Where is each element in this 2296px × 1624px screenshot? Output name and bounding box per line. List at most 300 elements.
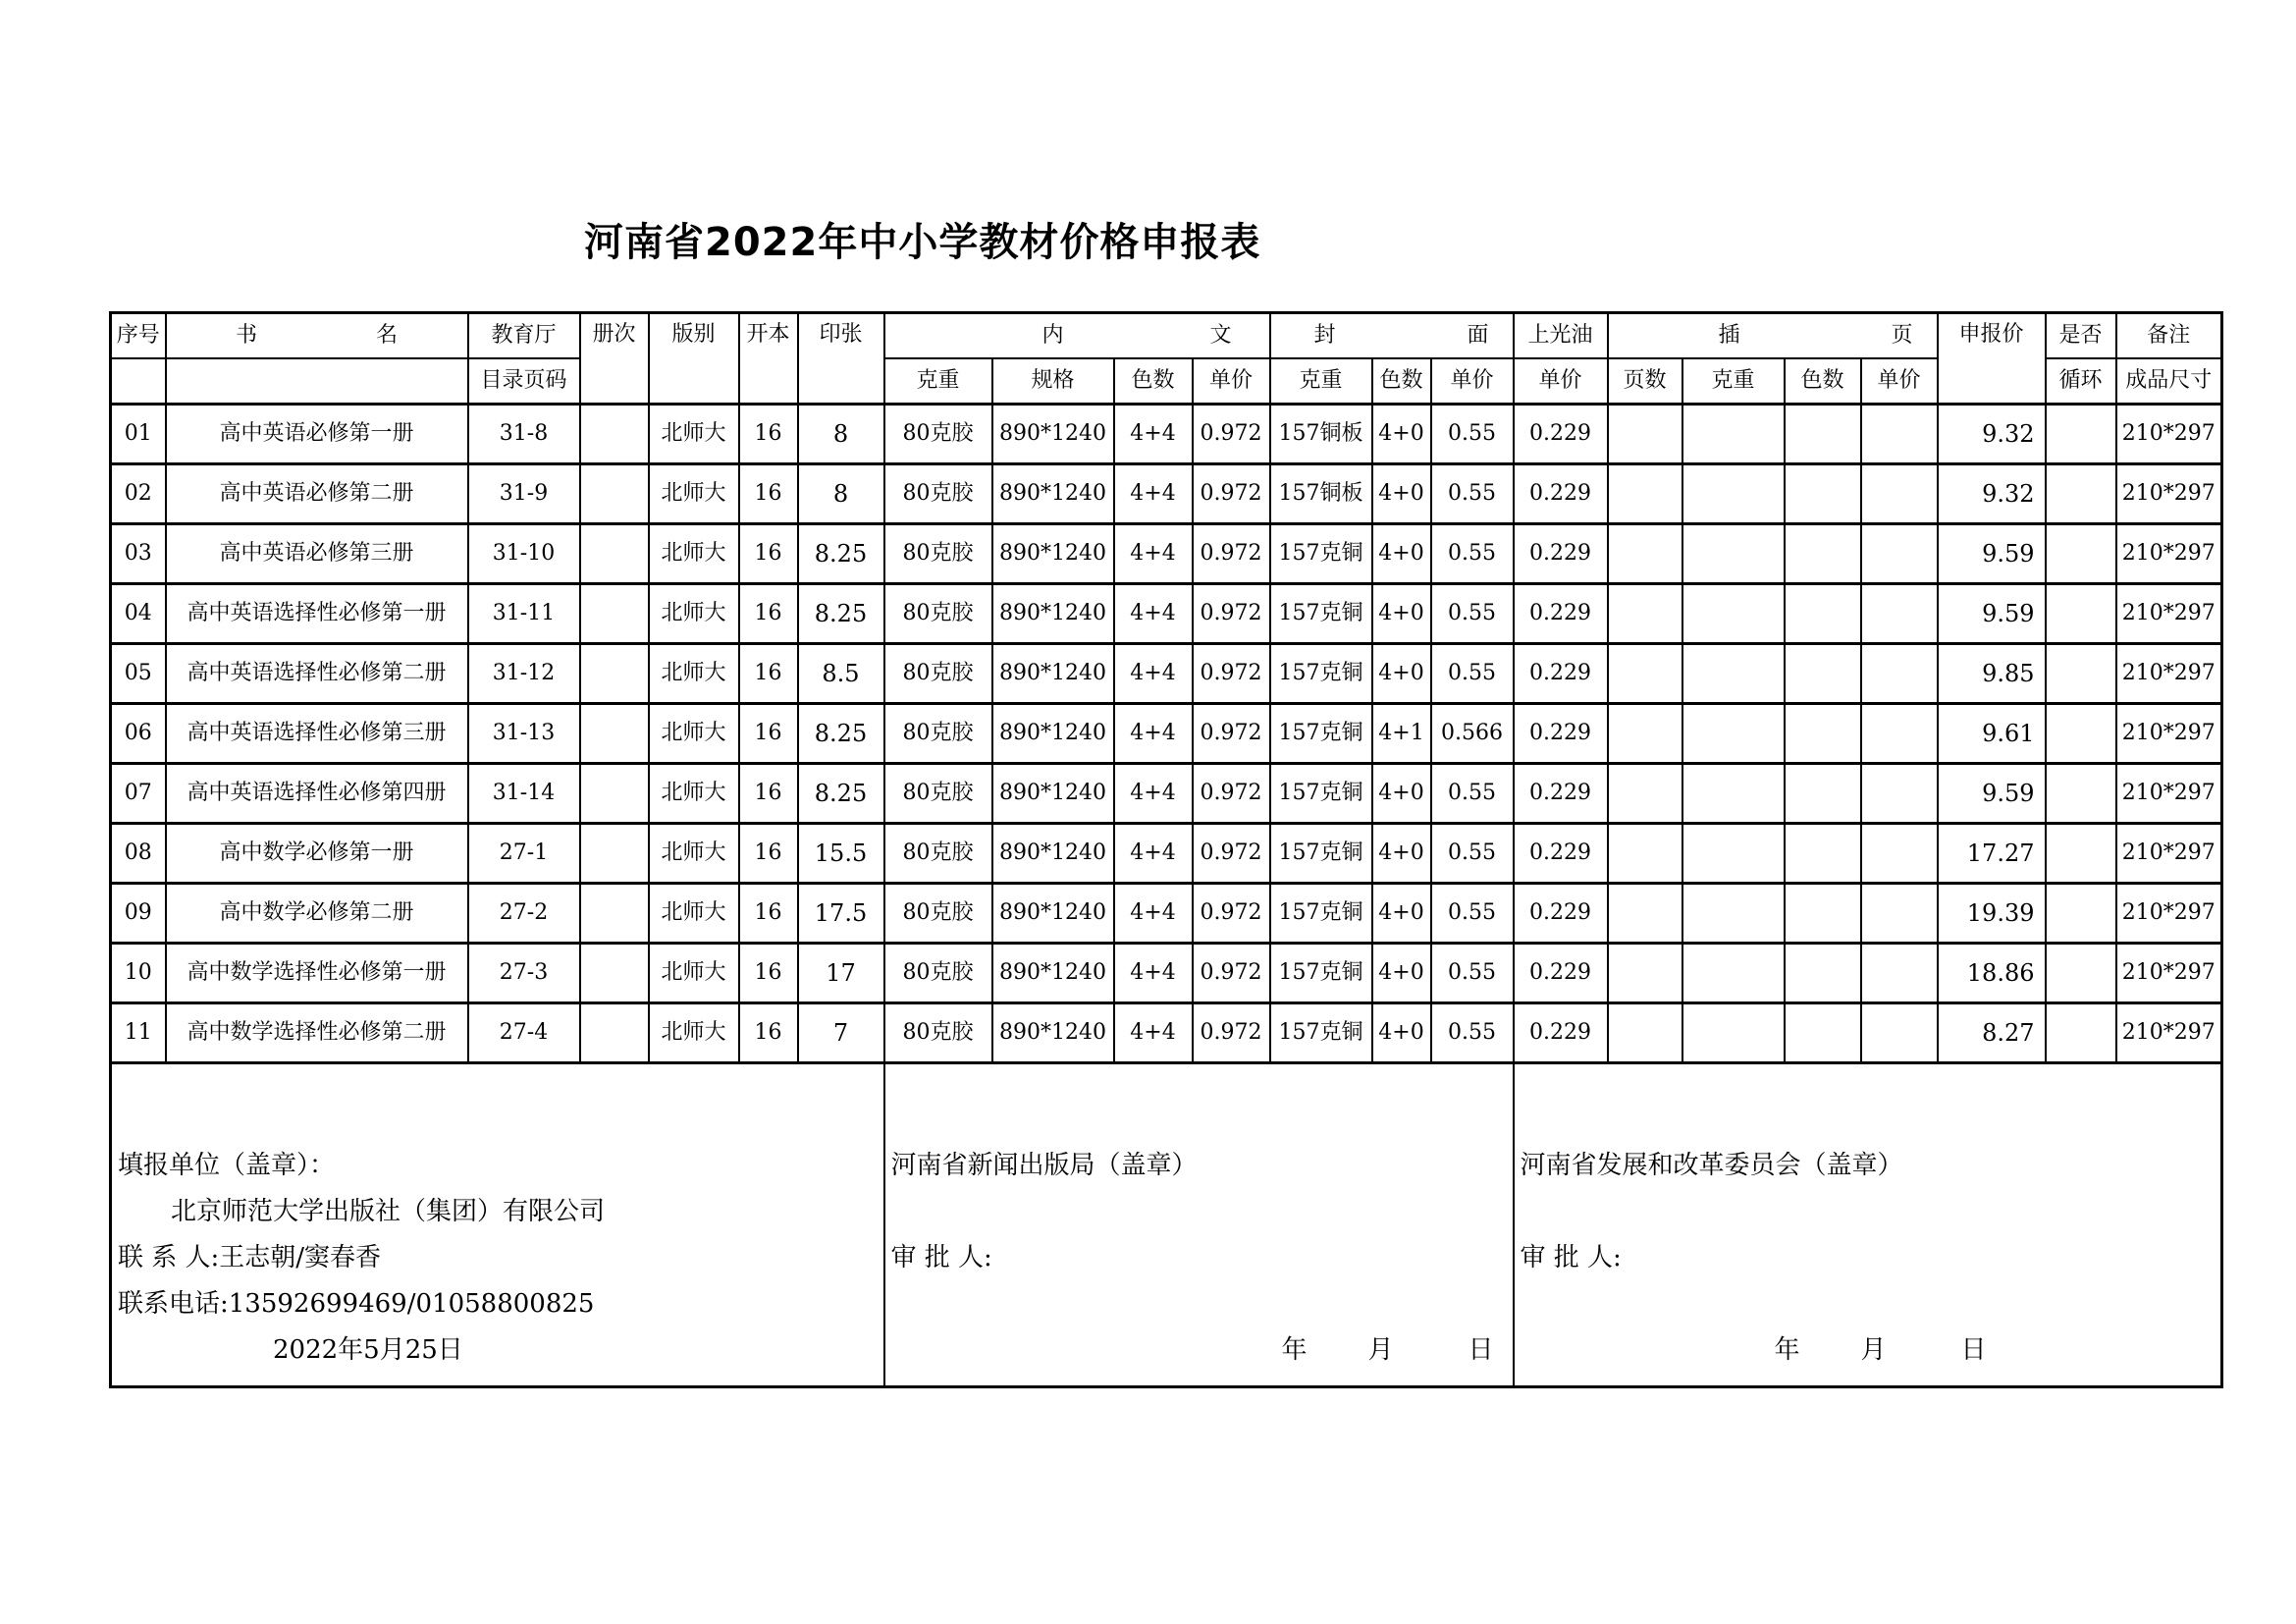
cell-recycle [2046,524,2116,584]
table-row [111,764,2222,824]
cell-varnish-price: 0.229 [1514,405,1608,464]
cell-cover-weight: 157克铜 [1270,944,1372,1003]
footer-row [111,1063,2222,1387]
cell-edition-count [580,1003,649,1063]
cell-size: 210*297 [2116,764,2222,824]
cell-book-name: 高中数学选择性必修第二册 [166,1003,468,1063]
cell-insert-weight [1682,584,1785,644]
cell-declared-price: 8.27 [1938,1003,2046,1063]
header-content-spec: 规格 [992,358,1114,405]
cell-cover-price: 0.55 [1431,644,1514,704]
press-date-year: 年 [1281,1335,1308,1365]
cell-insert-weight [1682,524,1785,584]
cell-declared-price: 19.39 [1938,884,2046,944]
cell-varnish-price: 0.229 [1514,764,1608,824]
cell-content-colors: 4+4 [1114,584,1193,644]
cell-seq: 02 [111,464,166,524]
cell-content-colors: 4+4 [1114,464,1193,524]
header-cover-group [1270,313,1514,359]
cell-declared-price: 9.59 [1938,584,2046,644]
cell-content-colors: 4+4 [1114,884,1193,944]
header-sheets: 印张 [798,313,884,405]
cell-content-spec: 890*1240 [992,405,1114,464]
header-varnish-top: 上光油 [1514,313,1608,359]
cell-book-name: 高中英语选择性必修第二册 [166,644,468,704]
cell-insert-price [1861,764,1938,824]
cell-size: 210*297 [2116,824,2222,884]
cell-cover-weight: 157克铜 [1270,884,1372,944]
applicant-date: 2022年5月25日 [273,1335,463,1365]
cell-declared-price: 9.59 [1938,524,2046,584]
cell-insert-price [1861,1003,1938,1063]
cell-sheets: 8.5 [798,644,884,704]
table-row [111,944,2222,1003]
table-row [111,704,2222,764]
cell-recycle [2046,704,2116,764]
drc-approver: 审 批 人: [1520,1243,1622,1272]
cell-seq: 09 [111,884,166,944]
cell-insert-weight [1682,824,1785,884]
cell-edition: 北师大 [649,884,739,944]
cell-content-weight: 80克胶 [884,584,992,644]
cell-insert-price [1861,524,1938,584]
cell-book-name: 高中数学选择性必修第一册 [166,944,468,1003]
cell-format: 16 [739,405,798,464]
cell-content-price: 0.972 [1193,584,1270,644]
cell-seq: 08 [111,824,166,884]
cell-catalog: 31-11 [468,584,580,644]
cell-cover-price: 0.55 [1431,584,1514,644]
header-cover-weight: 克重 [1270,358,1372,405]
cell-edition-count [580,464,649,524]
cell-cover-price: 0.55 [1431,884,1514,944]
cell-content-spec: 890*1240 [992,764,1114,824]
cell-cover-price: 0.566 [1431,704,1514,764]
cell-content-colors: 4+4 [1114,944,1193,1003]
cell-content-colors: 4+4 [1114,1003,1193,1063]
cell-edition: 北师大 [649,584,739,644]
cell-cover-weight: 157克铜 [1270,584,1372,644]
footer-applicant [111,1063,884,1387]
cell-varnish-price: 0.229 [1514,584,1608,644]
cell-book-name: 高中数学必修第一册 [166,824,468,884]
cell-insert-colors [1785,884,1861,944]
cell-insert-weight [1682,764,1785,824]
cell-format: 16 [739,884,798,944]
header-catalog-bottom: 目录页码 [468,358,580,405]
cell-content-spec: 890*1240 [992,524,1114,584]
cell-content-spec: 890*1240 [992,704,1114,764]
header-remark-top: 备注 [2116,313,2222,359]
cell-insert-weight [1682,405,1785,464]
cell-recycle [2046,944,2116,1003]
cell-format: 16 [739,764,798,824]
drc-date-day: 日 [1960,1335,1987,1365]
cell-insert-price [1861,405,1938,464]
cell-seq: 10 [111,944,166,1003]
cell-edition: 北师大 [649,464,739,524]
cell-cover-weight: 157克铜 [1270,1003,1372,1063]
press-bureau-label: 河南省新闻出版局（盖章） [890,1151,1198,1180]
cell-sheets: 8.25 [798,584,884,644]
header-book-name-2: 名 [375,323,398,348]
header-content-price: 单价 [1193,358,1270,405]
cell-content-spec: 890*1240 [992,824,1114,884]
cell-seq: 01 [111,405,166,464]
cell-edition-count [580,584,649,644]
table-row [111,1003,2222,1063]
cell-cover-price: 0.55 [1431,944,1514,1003]
cell-insert-colors [1785,944,1861,1003]
cell-book-name: 高中英语选择性必修第四册 [166,764,468,824]
applicant-name: 北京师范大学出版社（集团）有限公司 [171,1197,606,1226]
cell-content-weight: 80克胶 [884,824,992,884]
cell-recycle [2046,644,2116,704]
cell-format: 16 [739,944,798,1003]
cell-insert-price [1861,644,1938,704]
cell-edition: 北师大 [649,824,739,884]
cell-content-colors: 4+4 [1114,764,1193,824]
header-book-name-1: 书 [236,323,258,348]
cell-cover-price: 0.55 [1431,464,1514,524]
cell-declared-price: 17.27 [1938,824,2046,884]
header-catalog-top: 教育厅 [468,313,580,359]
header-insert-colors: 色数 [1785,358,1861,405]
cell-insert-colors [1785,1003,1861,1063]
cell-insert-pages [1608,824,1682,884]
header-insert-price: 单价 [1861,358,1938,405]
cell-declared-price: 9.32 [1938,405,2046,464]
header-format: 开本 [739,313,798,405]
header-recycle-bottom: 循环 [2046,358,2116,405]
cell-content-price: 0.972 [1193,524,1270,584]
cell-format: 16 [739,1003,798,1063]
cell-insert-weight [1682,704,1785,764]
cell-format: 16 [739,584,798,644]
cell-catalog: 27-2 [468,884,580,944]
cell-edition-count [580,824,649,884]
header-cover-colors: 色数 [1372,358,1431,405]
header-row-top [111,313,2222,359]
cell-recycle [2046,884,2116,944]
cell-catalog: 31-8 [468,405,580,464]
cell-sheets: 8 [798,464,884,524]
cell-insert-price [1861,704,1938,764]
cell-insert-price [1861,464,1938,524]
cell-sheets: 8 [798,405,884,464]
cell-content-spec: 890*1240 [992,584,1114,644]
cell-insert-colors [1785,644,1861,704]
cell-content-weight: 80克胶 [884,464,992,524]
cell-book-name: 高中数学必修第二册 [166,884,468,944]
cell-recycle [2046,584,2116,644]
cell-cover-colors: 4+0 [1372,1003,1431,1063]
cell-content-colors: 4+4 [1114,524,1193,584]
header-cover-2: 面 [1467,323,1489,348]
cell-size: 210*297 [2116,944,2222,1003]
cell-edition-count [580,644,649,704]
cell-cover-colors: 4+0 [1372,944,1431,1003]
cell-sheets: 17 [798,944,884,1003]
cell-book-name: 高中英语选择性必修第一册 [166,584,468,644]
cell-cover-colors: 4+0 [1372,644,1431,704]
cell-varnish-price: 0.229 [1514,824,1608,884]
footer-drc [1514,1063,2222,1387]
header-insert-pages: 页数 [1608,358,1682,405]
press-approver: 审 批 人: [890,1243,992,1272]
header-insert-group [1608,313,1938,359]
cell-cover-colors: 4+1 [1372,704,1431,764]
cell-size: 210*297 [2116,1003,2222,1063]
cell-content-price: 0.972 [1193,824,1270,884]
cell-format: 16 [739,824,798,884]
cell-content-weight: 80克胶 [884,884,992,944]
cell-sheets: 8.25 [798,524,884,584]
cell-content-price: 0.972 [1193,1003,1270,1063]
cell-insert-weight [1682,644,1785,704]
table-row [111,644,2222,704]
cell-content-spec: 890*1240 [992,464,1114,524]
cell-insert-pages [1608,884,1682,944]
contact-phone: 联系电话:13592699469/01058800825 [118,1289,595,1319]
cell-insert-colors [1785,464,1861,524]
header-content-2: 文 [1209,323,1232,348]
header-row-bottom [111,358,2222,405]
cell-catalog: 31-13 [468,704,580,764]
cell-insert-price [1861,944,1938,1003]
cell-insert-weight [1682,944,1785,1003]
press-date [1282,1337,1494,1363]
header-book-name-blank [166,358,468,405]
cell-size: 210*297 [2116,884,2222,944]
cell-edition-count [580,764,649,824]
cell-content-spec: 890*1240 [992,884,1114,944]
cell-sheets: 8.25 [798,764,884,824]
cell-edition: 北师大 [649,944,739,1003]
cell-content-price: 0.972 [1193,944,1270,1003]
header-cover-price: 单价 [1431,358,1514,405]
contact-person: 联 系 人:王志朝/窦春香 [118,1243,382,1272]
drc-date-month: 月 [1860,1335,1887,1365]
cell-insert-weight [1682,1003,1785,1063]
cell-content-weight: 80克胶 [884,1003,992,1063]
cell-content-weight: 80克胶 [884,704,992,764]
cell-cover-price: 0.55 [1431,1003,1514,1063]
cell-content-price: 0.972 [1193,764,1270,824]
cell-seq: 11 [111,1003,166,1063]
cell-cover-colors: 4+0 [1372,824,1431,884]
cell-insert-colors [1785,764,1861,824]
cell-insert-price [1861,824,1938,884]
cell-cover-weight: 157铜板 [1270,464,1372,524]
cell-cover-colors: 4+0 [1372,584,1431,644]
cell-edition: 北师大 [649,1003,739,1063]
header-insert-2: 页 [1891,323,1913,348]
cell-cover-price: 0.55 [1431,405,1514,464]
cell-content-spec: 890*1240 [992,944,1114,1003]
cell-recycle [2046,764,2116,824]
table-row [111,524,2222,584]
cell-cover-weight: 157铜板 [1270,405,1372,464]
cell-content-colors: 4+4 [1114,824,1193,884]
cell-content-weight: 80克胶 [884,644,992,704]
table-row [111,464,2222,524]
header-content-weight: 克重 [884,358,992,405]
cell-insert-pages [1608,644,1682,704]
cell-size: 210*297 [2116,524,2222,584]
table-row [111,584,2222,644]
cell-edition: 北师大 [649,524,739,584]
cell-content-weight: 80克胶 [884,405,992,464]
cell-edition: 北师大 [649,704,739,764]
cell-edition-count [580,704,649,764]
header-content-colors: 色数 [1114,358,1193,405]
cell-cover-colors: 4+0 [1372,524,1431,584]
cell-cover-weight: 157克铜 [1270,824,1372,884]
cell-recycle [2046,464,2116,524]
cell-seq: 07 [111,764,166,824]
cell-catalog: 27-1 [468,824,580,884]
cell-insert-colors [1785,824,1861,884]
cell-size: 210*297 [2116,405,2222,464]
header-varnish-price: 单价 [1514,358,1608,405]
cell-varnish-price: 0.229 [1514,944,1608,1003]
cell-catalog: 31-10 [468,524,580,584]
cell-cover-weight: 157克铜 [1270,764,1372,824]
cell-catalog: 31-14 [468,764,580,824]
header-recycle-top: 是否 [2046,313,2116,359]
applicant-label: 填报单位（盖章）： [118,1151,336,1180]
cell-sheets: 17.5 [798,884,884,944]
drc-date-year: 年 [1774,1335,1800,1365]
header-remark-bottom: 成品尺寸 [2116,358,2222,405]
cell-insert-colors [1785,584,1861,644]
cell-insert-pages [1608,1003,1682,1063]
cell-cover-price: 0.55 [1431,764,1514,824]
cell-insert-pages [1608,584,1682,644]
cell-sheets: 7 [798,1003,884,1063]
cell-seq: 03 [111,524,166,584]
cell-content-price: 0.972 [1193,884,1270,944]
cell-cover-colors: 4+0 [1372,764,1431,824]
header-declared-price: 申报价 [1938,313,2046,405]
cell-cover-colors: 4+0 [1372,464,1431,524]
cell-declared-price: 9.61 [1938,704,2046,764]
cell-book-name: 高中英语必修第一册 [166,405,468,464]
cell-declared-price: 9.85 [1938,644,2046,704]
cell-sheets: 15.5 [798,824,884,884]
header-seq: 序号 [111,313,166,359]
cell-size: 210*297 [2116,464,2222,524]
cell-catalog: 31-9 [468,464,580,524]
cell-catalog: 31-12 [468,644,580,704]
cell-varnish-price: 0.229 [1514,884,1608,944]
page-title: 河南省2022年中小学教材价格申报表 [584,220,1261,265]
cell-insert-weight [1682,884,1785,944]
cell-insert-pages [1608,944,1682,1003]
cell-size: 210*297 [2116,644,2222,704]
header-edition: 版别 [649,313,739,405]
cell-edition-count [580,944,649,1003]
header-book-name [166,313,468,359]
cell-book-name: 高中英语必修第三册 [166,524,468,584]
price-declaration-table [109,311,2223,1388]
cell-edition: 北师大 [649,405,739,464]
cell-content-price: 0.972 [1193,704,1270,764]
table-row [111,405,2222,464]
header-cover-1: 封 [1313,323,1336,348]
cell-recycle [2046,1003,2116,1063]
cell-insert-price [1861,584,1938,644]
cell-content-colors: 4+4 [1114,405,1193,464]
press-date-month: 月 [1367,1335,1394,1365]
table-row [111,884,2222,944]
cell-varnish-price: 0.229 [1514,524,1608,584]
cell-content-price: 0.972 [1193,405,1270,464]
cell-cover-colors: 4+0 [1372,884,1431,944]
cell-edition-count [580,405,649,464]
cell-size: 210*297 [2116,584,2222,644]
header-insert-1: 插 [1718,323,1740,348]
cell-insert-pages [1608,405,1682,464]
cell-content-weight: 80克胶 [884,764,992,824]
cell-declared-price: 18.86 [1938,944,2046,1003]
cell-insert-colors [1785,405,1861,464]
cell-format: 16 [739,464,798,524]
cell-format: 16 [739,644,798,704]
cell-content-spec: 890*1240 [992,1003,1114,1063]
cell-size: 210*297 [2116,704,2222,764]
cell-content-price: 0.972 [1193,644,1270,704]
press-date-day: 日 [1468,1335,1494,1365]
cell-insert-price [1861,884,1938,944]
cell-catalog: 27-4 [468,1003,580,1063]
cell-varnish-price: 0.229 [1514,704,1608,764]
cell-catalog: 27-3 [468,944,580,1003]
cell-insert-colors [1785,704,1861,764]
cell-seq: 06 [111,704,166,764]
cell-book-name: 高中英语必修第二册 [166,464,468,524]
cell-format: 16 [739,524,798,584]
cell-varnish-price: 0.229 [1514,644,1608,704]
cell-declared-price: 9.59 [1938,764,2046,824]
cell-insert-pages [1608,464,1682,524]
cell-cover-colors: 4+0 [1372,405,1431,464]
cell-insert-pages [1608,764,1682,824]
header-insert-weight: 克重 [1682,358,1785,405]
cell-insert-weight [1682,464,1785,524]
cell-edition: 北师大 [649,764,739,824]
header-content-1: 内 [1041,323,1064,348]
cell-cover-price: 0.55 [1431,524,1514,584]
footer-press-bureau [884,1063,1514,1387]
table-row [111,824,2222,884]
cell-recycle [2046,824,2116,884]
cell-cover-price: 0.55 [1431,824,1514,884]
cell-varnish-price: 0.229 [1514,464,1608,524]
cell-insert-colors [1785,524,1861,584]
header-content-group [884,313,1270,359]
cell-insert-pages [1608,704,1682,764]
cell-edition: 北师大 [649,644,739,704]
header-seq-blank [111,358,166,405]
cell-content-weight: 80克胶 [884,944,992,1003]
cell-seq: 05 [111,644,166,704]
cell-content-colors: 4+4 [1114,704,1193,764]
cell-declared-price: 9.32 [1938,464,2046,524]
header-edition-count: 册次 [580,313,649,405]
drc-label: 河南省发展和改革委员会（盖章） [1520,1151,1903,1180]
